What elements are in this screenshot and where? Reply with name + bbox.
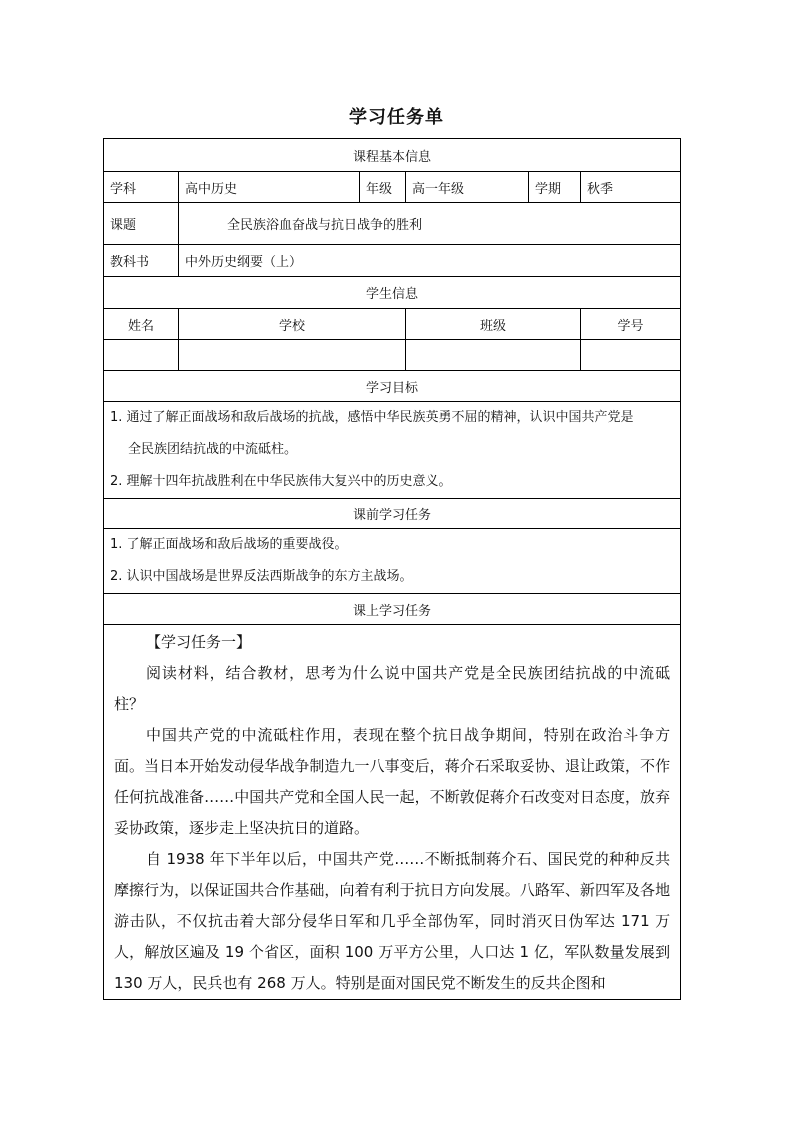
in-class-header: 课上学习任务 [104,594,681,625]
student-school-header: 学校 [179,309,406,340]
course-info-header: 课程基本信息 [104,139,681,172]
term-label: 学期 [529,172,581,203]
student-info-header: 学生信息 [104,277,681,309]
task-one-title: 【学习任务一】 [146,633,252,651]
grade-label: 年级 [360,172,406,203]
pre-class-content [104,529,681,594]
student-school-field[interactable] [179,340,406,371]
topic-label: 课题 [104,203,179,245]
term-value: 秋季 [581,172,681,203]
pre-class-header: 课前学习任务 [104,499,681,529]
task-one-prompt: 阅读材料，结合教材，思考为什么说中国共产党是全民族团结抗战的中流砥柱？ [114,664,671,713]
textbook-label: 教科书 [104,245,179,277]
student-name-header: 姓名 [104,309,179,340]
subject-label: 学科 [104,172,179,203]
pre-class-item-1: 1. 了解正面战场和敌后战场的重要战役。 [110,537,348,552]
page-title: 学习任务单 [349,107,444,128]
student-name-field[interactable] [104,340,179,371]
goal-item-2: 2. 理解十四年抗战胜利在中华民族伟大复兴中的历史意义。 [110,474,452,489]
student-id-header: 学号 [581,309,681,340]
grade-value: 高一年级 [406,172,529,203]
goals-content [104,402,681,499]
topic-value: 全民族浴血奋战与抗日战争的胜利 [179,203,681,245]
student-id-field[interactable] [581,340,681,371]
textbook-value: 中外历史纲要（上） [179,245,681,277]
pre-class-item-2: 2. 认识中国战场是世界反法西斯战争的东方主战场。 [110,569,413,584]
student-class-header: 班级 [406,309,581,340]
goal-item-1-line-1: 1. 通过了解正面战场和敌后战场的抗战，感悟中华民族英勇不屈的精神，认识中国共产党是 [110,410,634,425]
material-paragraph-1: 中国共产党的中流砥柱作用，表现在整个抗日战争期间，特别在政治斗争方面。当日本开始发动侵华战争制造九一八事变后，蒋介石采取妥协、退让政策，不作任何抗战准备……中国共产党和全国人民一起，不断敦促蒋介石改变对日态度，放弃妥协政策，逐步走上坚决抗日的道路。 [114,726,671,837]
in-class-content [104,625,681,1000]
material-paragraph-2: 自 1938 年下半年以后，中国共产党……不断抵制蒋介石、国民党的种种反共摩擦行为，以保证国共合作基础，向着有利于抗日方向发展。八路军、新四军及各地游击队，不仅抗击着大部分侵华日军和几乎全部伪军，同时消灭日伪军达 171 万人，解放区遍及 19 个省区，面积 100 万平方公里，人口达 1 亿，军队数量发展到 130 万人，民兵也有 268 万人。特别是面对国民党不断发生的反共企图和 [114,850,671,992]
subject-value: 高中历史 [179,172,360,203]
student-class-field[interactable] [406,340,581,371]
goals-header: 学习目标 [104,371,681,402]
task-sheet-table [103,138,681,1000]
goal-item-1-line-2: 全民族团结抗战的中流砥柱。 [128,442,298,457]
